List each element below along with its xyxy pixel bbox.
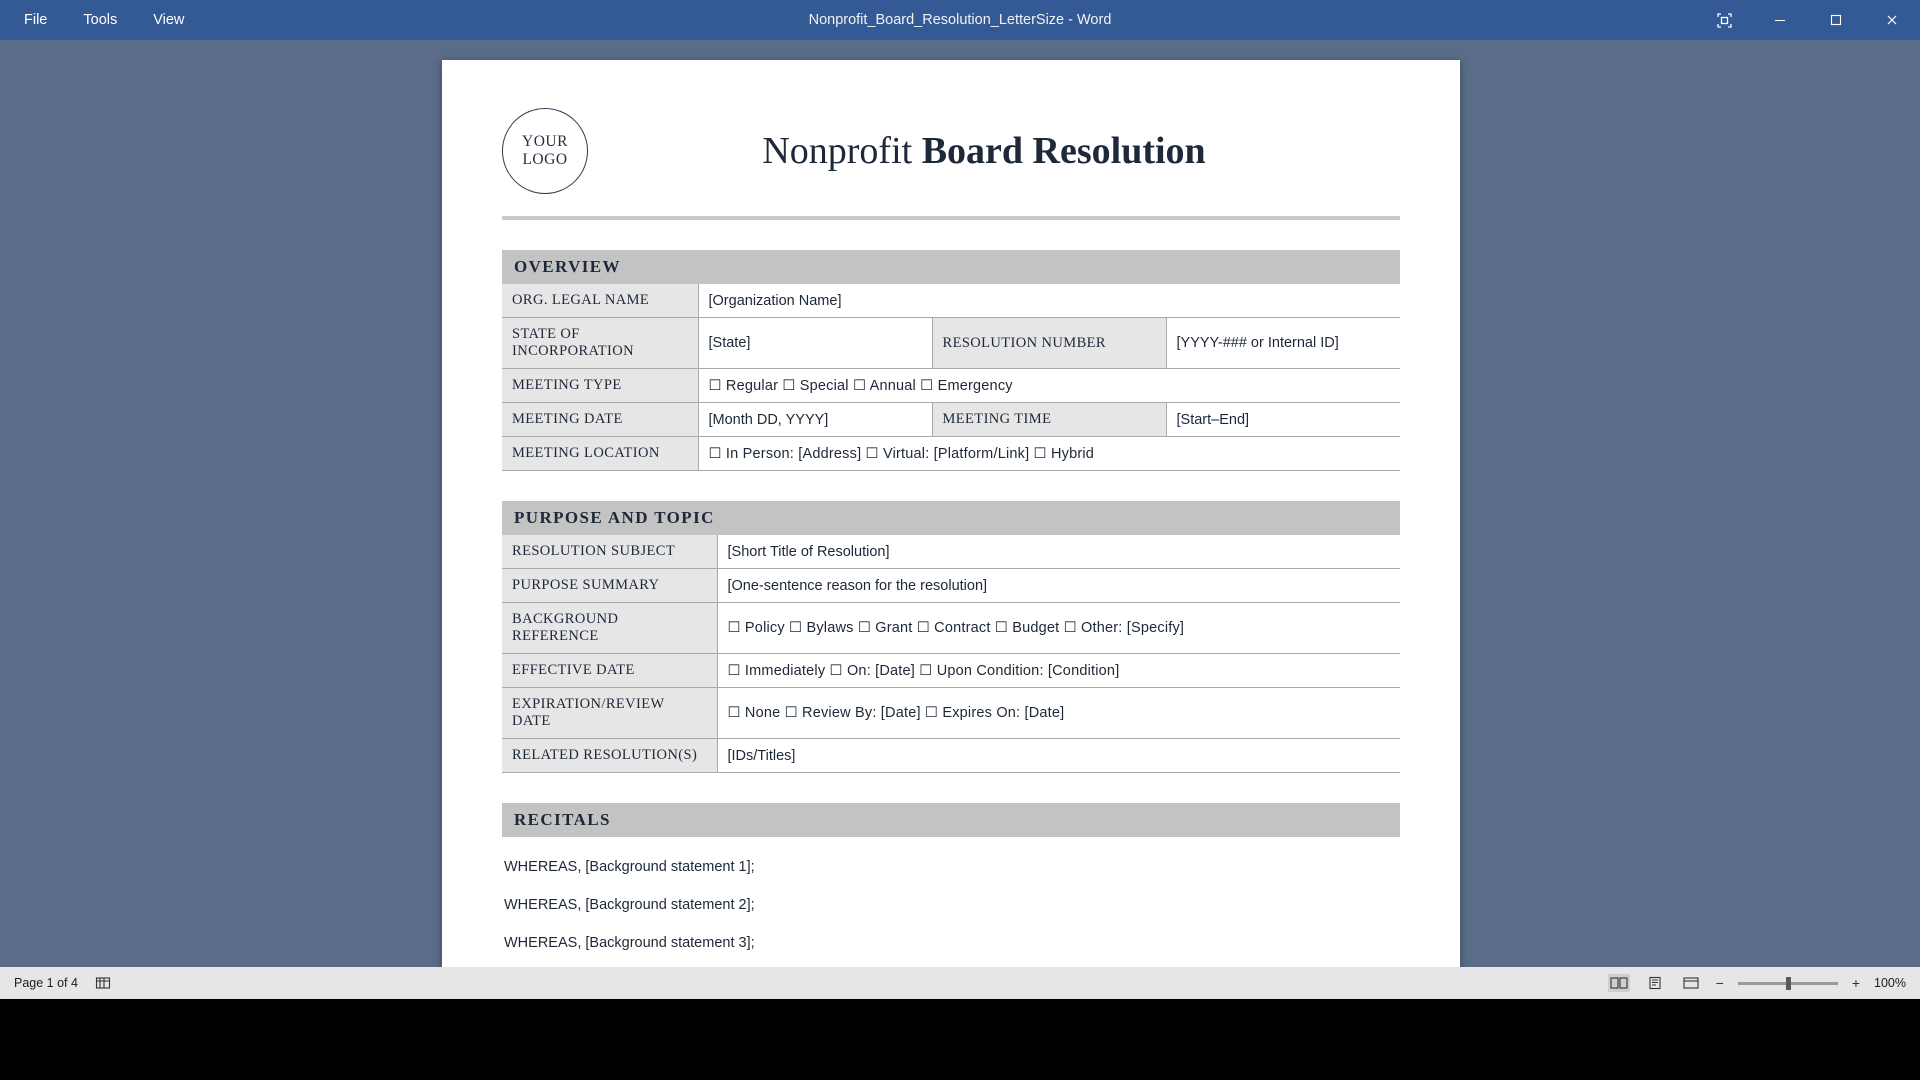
- document-title-light: Nonprofit: [762, 130, 922, 172]
- maximize-icon[interactable]: [1808, 0, 1864, 40]
- close-icon[interactable]: [1864, 0, 1920, 40]
- row-value[interactable]: [IDs/Titles]: [717, 739, 1400, 773]
- row-label: MEETING LOCATION: [502, 437, 698, 471]
- recital-paragraph[interactable]: WHEREAS, [Background statement 2];: [504, 897, 755, 913]
- row-label: MEETING DATE: [502, 403, 698, 437]
- row-label: STATE OF INCORPORATION: [502, 318, 698, 369]
- page-indicator[interactable]: Page 1 of 4: [14, 976, 78, 990]
- table-row: [502, 654, 1400, 688]
- status-left: [14, 974, 114, 992]
- table-row: [502, 688, 1400, 739]
- row-label: MEETING TYPE: [502, 369, 698, 403]
- row-value[interactable]: [Short Title of Resolution]: [717, 535, 1400, 569]
- row-value[interactable]: [State]: [698, 318, 932, 369]
- table-row: [502, 284, 1400, 318]
- row-label-secondary: MEETING TIME: [932, 403, 1166, 437]
- document-page[interactable]: [442, 60, 1460, 999]
- taskbar-area: [0, 999, 1920, 1080]
- focus-mode-icon[interactable]: [1696, 0, 1752, 40]
- status-bar: [0, 967, 1920, 999]
- table-row: [502, 369, 1400, 403]
- status-right: [1608, 974, 1906, 992]
- row-label: RESOLUTION SUBJECT: [502, 535, 717, 569]
- row-value-checkboxes[interactable]: ☐ None ☐ Review By: [Date] ☐ Expires On: [Date]: [717, 688, 1400, 739]
- zoom-in-button[interactable]: +: [1851, 975, 1861, 991]
- minimize-icon[interactable]: [1752, 0, 1808, 40]
- row-value[interactable]: [Organization Name]: [698, 284, 1400, 318]
- menu-item-view[interactable]: View: [153, 12, 185, 28]
- row-value-checkboxes[interactable]: ☐ In Person: [Address] ☐ Virtual: [Platform/Link] ☐ Hybrid: [698, 437, 1400, 471]
- row-label: PURPOSE SUMMARY: [502, 569, 717, 603]
- table-row: [502, 403, 1400, 437]
- document-title-heading: [568, 129, 1400, 173]
- table-row: [502, 739, 1400, 773]
- web-layout-icon[interactable]: [1680, 974, 1702, 992]
- row-label-secondary: RESOLUTION NUMBER: [932, 318, 1166, 369]
- zoom-slider-handle[interactable]: [1786, 977, 1791, 990]
- purpose-table: [502, 535, 1400, 773]
- document-title-bold: Board Resolution: [921, 130, 1206, 172]
- title-bar: [0, 0, 1920, 40]
- row-value-secondary[interactable]: [Start–End]: [1166, 403, 1400, 437]
- menu-item-file[interactable]: File: [24, 12, 48, 28]
- document-header: [502, 98, 1400, 194]
- logo-line-1: YOUR: [522, 133, 568, 151]
- row-value-checkboxes[interactable]: ☐ Policy ☐ Bylaws ☐ Grant ☐ Contract ☐ Budget ☐ Other: [Specify]: [717, 603, 1400, 654]
- header-divider: [502, 216, 1400, 220]
- document-canvas[interactable]: [0, 40, 1920, 999]
- table-row: [502, 535, 1400, 569]
- window-title: Nonprofit_Board_Resolution_LetterSize - Word: [808, 12, 1112, 28]
- row-label: ORG. LEGAL NAME: [502, 284, 698, 318]
- window-controls: [1696, 0, 1920, 40]
- table-row: [502, 569, 1400, 603]
- zoom-level-label[interactable]: 100%: [1874, 976, 1906, 990]
- recital-paragraph[interactable]: WHEREAS, [Background statement 1];: [504, 859, 755, 875]
- menu-bar: [0, 0, 202, 40]
- print-layout-icon[interactable]: [1644, 974, 1666, 992]
- row-label: EXPIRATION/REVIEW DATE: [502, 688, 717, 739]
- row-label: RELATED RESOLUTION(S): [502, 739, 717, 773]
- row-label: BACKGROUND REFERENCE: [502, 603, 717, 654]
- zoom-out-button[interactable]: −: [1715, 975, 1724, 991]
- row-value-secondary[interactable]: [YYYY-### or Internal ID]: [1166, 318, 1400, 369]
- logo-line-2: LOGO: [522, 151, 568, 168]
- row-value-checkboxes[interactable]: ☐ Immediately ☐ On: [Date] ☐ Upon Condition: [Condition]: [717, 654, 1400, 688]
- read-mode-icon[interactable]: [1608, 974, 1630, 992]
- zoom-slider[interactable]: [1738, 982, 1838, 985]
- table-row: [502, 437, 1400, 471]
- proofing-icon[interactable]: [92, 974, 114, 992]
- overview-table: [502, 284, 1400, 471]
- recital-paragraph[interactable]: WHEREAS, [Background statement 3];: [504, 935, 755, 951]
- table-row: [502, 318, 1400, 369]
- section-heading-overview: OVERVIEW: [502, 250, 1400, 284]
- table-row: [502, 603, 1400, 654]
- row-label: EFFECTIVE DATE: [502, 654, 717, 688]
- row-value[interactable]: [One-sentence reason for the resolution]: [717, 569, 1400, 603]
- section-heading-recitals: RECITALS: [502, 803, 1400, 837]
- row-value-checkboxes[interactable]: ☐ Regular ☐ Special ☐ Annual ☐ Emergency: [698, 369, 1400, 403]
- menu-item-tools[interactable]: Tools: [83, 12, 118, 28]
- row-value[interactable]: [Month DD, YYYY]: [698, 403, 932, 437]
- section-heading-purpose: PURPOSE AND TOPIC: [502, 501, 1400, 535]
